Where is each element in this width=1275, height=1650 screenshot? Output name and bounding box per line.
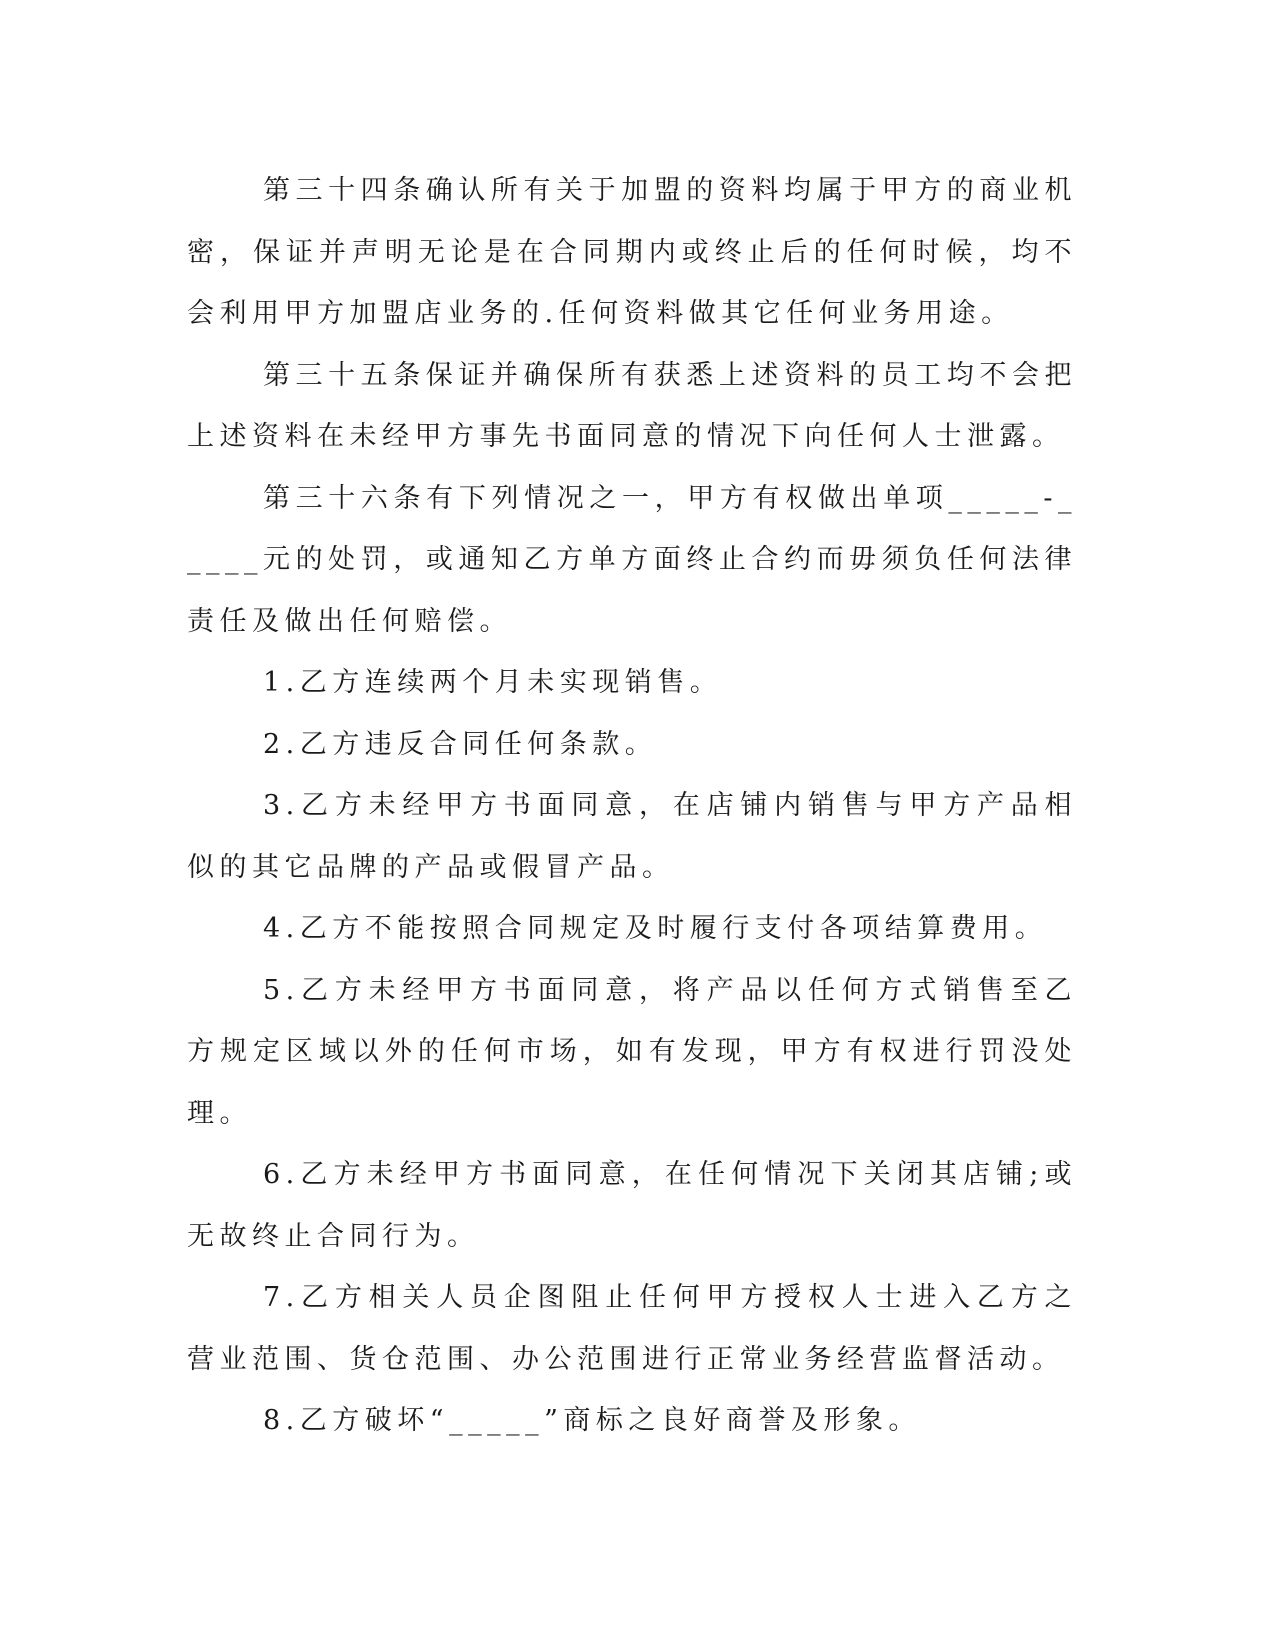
list-item-1: 1.乙方连续两个月未实现销售。 [263,667,723,698]
list-item-4: 4.乙方不能按照合同规定及时履行支付各项结算费用。 [263,913,1048,944]
list-item-3: 3.乙方未经甲方书面同意，在店铺内销售与甲方产品相似的其它品牌的产品或假冒产品。 [187,790,1077,883]
document-body [187,160,1077,1452]
list-item-6: 6.乙方未经甲方书面同意，在任何情况下关闭其店铺;或无故终止合同行为。 [187,1159,1077,1252]
paragraph-article-36: 第三十六条有下列情况之一，甲方有权做出单项_____-_____元的处罚，或通知乙方单方面终止合约而毋须负任何法律责任及做出任何赔偿。 [187,482,1077,637]
list-item-8: 8.乙方破坏“_____”商标之良好商誉及形象。 [263,1405,921,1436]
paragraph-article-35: 第三十五条保证并确保所有获悉上述资料的员工均不会把上述资料在未经甲方事先书面同意的情况下向任何人士泄露。 [187,359,1077,452]
paragraph-article-34: 第三十四条确认所有关于加盟的资料均属于甲方的商业机密，保证并声明无论是在合同期内或终止后的任何时候，均不会利用甲方加盟店业务的.任何资料做其它任何业务用途。 [187,175,1077,329]
list-item-2: 2.乙方违反合同任何条款。 [263,728,658,760]
list-item-7: 7.乙方相关人员企图阻止任何甲方授权人士进入乙方之营业范围、货仓范围、办公范围进行正常业务经营监督活动。 [187,1282,1077,1375]
list-item-5: 5.乙方未经甲方书面同意，将产品以任何方式销售至乙方规定区域以外的任何市场，如有发现，甲方有权进行罚没处理。 [187,974,1077,1129]
